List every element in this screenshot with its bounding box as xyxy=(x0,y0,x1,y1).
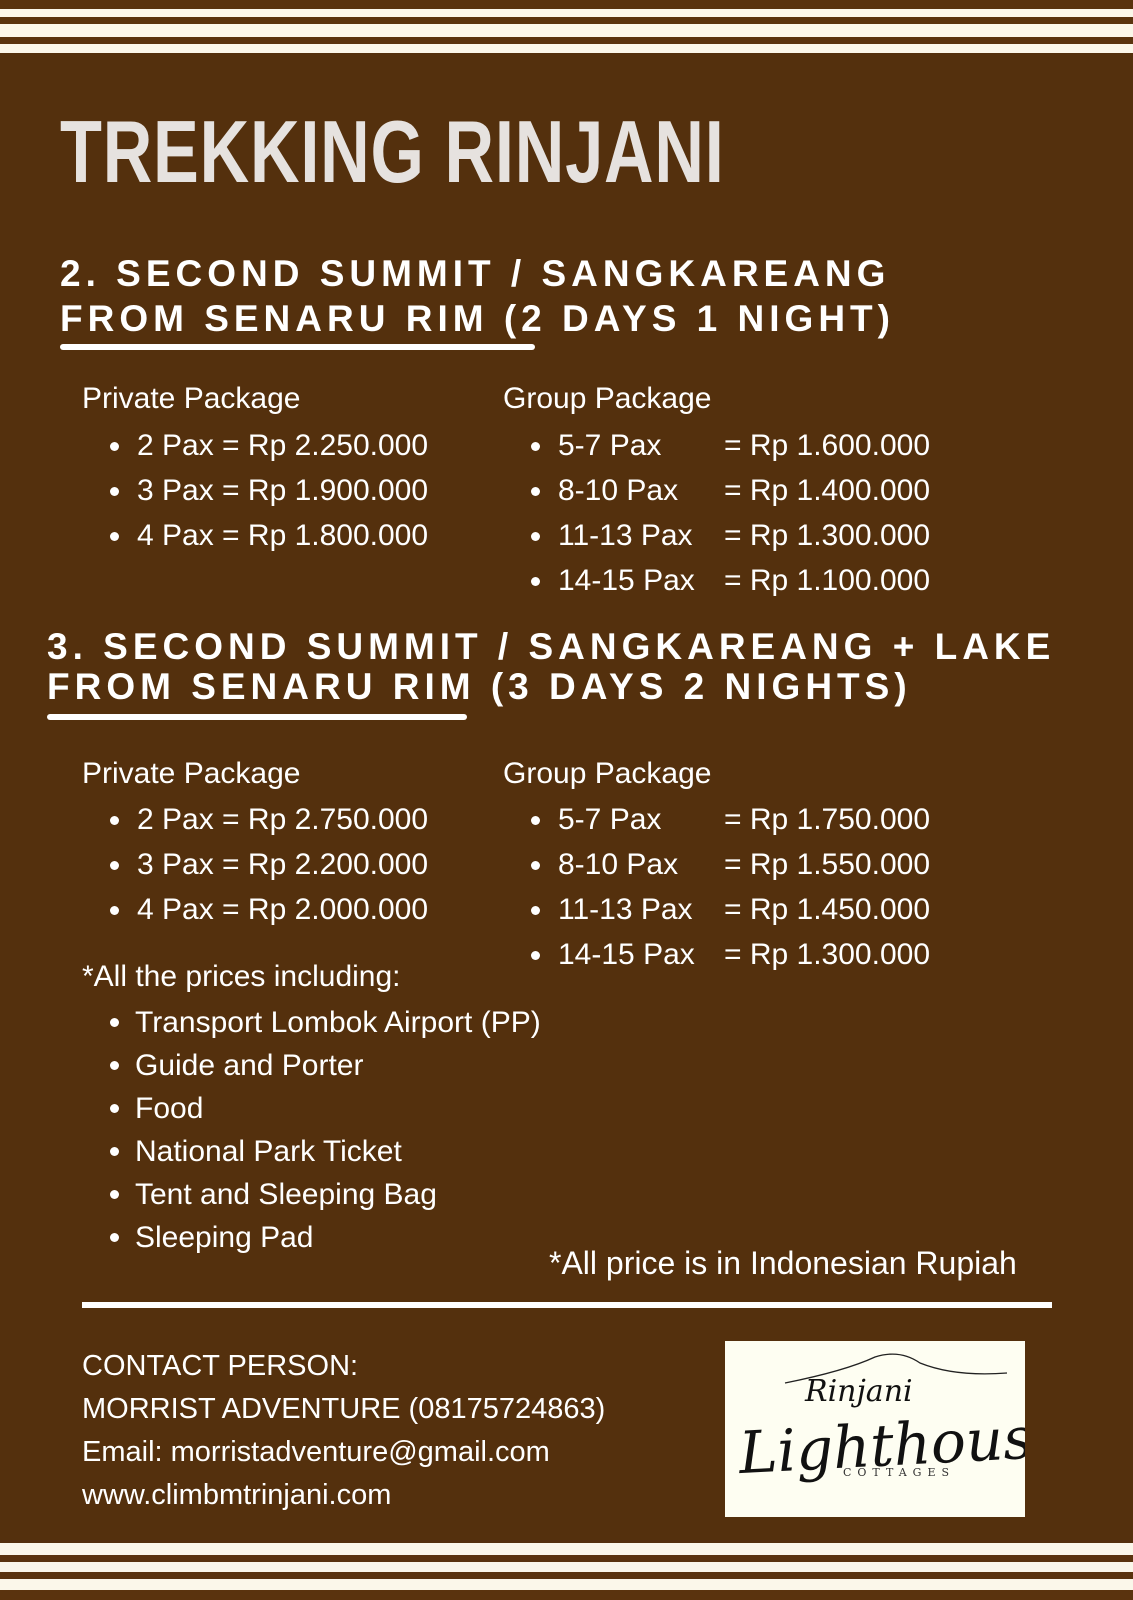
top-stripe-3 xyxy=(0,37,1133,44)
includes-heading: *All the prices including: xyxy=(82,960,401,993)
section3-group-list xyxy=(503,797,930,977)
contact-email[interactable]: Email: morristadventure@gmail.com xyxy=(82,1436,550,1468)
group-price: = Rp 1.600.000 xyxy=(724,429,931,462)
group-price: = Rp 1.450.000 xyxy=(724,893,931,926)
section2-underline xyxy=(60,344,535,350)
section2-private-title: Private Package xyxy=(82,382,301,415)
list-item xyxy=(503,423,930,468)
list-item xyxy=(503,842,930,887)
list-item xyxy=(503,513,930,558)
group-pax: 11-13 Pax xyxy=(558,893,693,926)
list-item xyxy=(503,932,930,977)
section2-group-title: Group Package xyxy=(503,382,712,415)
list-item: 3 Pax = Rp 2.200.000 xyxy=(82,842,428,887)
group-price: = Rp 1.300.000 xyxy=(724,938,931,971)
logo-subtitle: COTTAGES xyxy=(843,1466,956,1479)
section3-heading-line2: FROM SENARU RIM (3 DAYS 2 NIGHTS) xyxy=(47,666,912,707)
bottom-stripe-1 xyxy=(0,1555,1133,1562)
section2-group-list xyxy=(503,423,930,603)
group-pax: 14-15 Pax xyxy=(558,564,695,597)
list-item xyxy=(503,887,930,932)
list-item xyxy=(503,558,930,603)
list-item: Food xyxy=(82,1087,541,1130)
logo xyxy=(725,1341,1025,1517)
group-price: = Rp 1.400.000 xyxy=(724,474,931,507)
lighthouse-logo-icon xyxy=(725,1341,1025,1517)
list-item: Transport Lombok Airport (PP) xyxy=(82,1001,541,1044)
group-price: = Rp 1.100.000 xyxy=(724,564,931,597)
section2-private-list xyxy=(82,423,428,558)
contact-website[interactable]: www.climbmtrinjani.com xyxy=(82,1479,392,1511)
contact-name: MORRIST ADVENTURE (08175724863) xyxy=(82,1393,606,1425)
list-item: Tent and Sleeping Bag xyxy=(82,1173,541,1216)
section2-heading-line2: FROM SENARU RIM (2 DAYS 1 NIGHT) xyxy=(60,298,895,339)
bottom-stripe-2 xyxy=(0,1572,1133,1579)
list-item xyxy=(503,468,930,513)
contact-label: CONTACT PERSON: xyxy=(82,1350,359,1382)
section3-heading-line1: 3. SECOND SUMMIT / SANGKAREANG + LAKE xyxy=(47,626,1056,667)
section3-underline xyxy=(47,714,467,720)
group-pax: 14-15 Pax xyxy=(558,938,695,971)
group-pax: 8-10 Pax xyxy=(558,474,679,507)
contact-block xyxy=(82,1345,605,1517)
currency-note: *All price is in Indonesian Rupiah xyxy=(549,1245,1017,1281)
group-pax: 5-7 Pax xyxy=(558,803,662,836)
list-item: 4 Pax = Rp 2.000.000 xyxy=(82,887,428,932)
section3-group-title: Group Package xyxy=(503,757,712,790)
group-price: = Rp 1.300.000 xyxy=(724,519,931,552)
list-item: National Park Ticket xyxy=(82,1130,541,1173)
top-stripe-2 xyxy=(0,17,1133,24)
section2-heading-line1: 2. SECOND SUMMIT / SANGKAREANG xyxy=(60,253,891,294)
group-pax: 11-13 Pax xyxy=(558,519,693,552)
section3-private-title: Private Package xyxy=(82,757,301,790)
group-pax: 5-7 Pax xyxy=(558,429,662,462)
includes-list xyxy=(82,1001,541,1259)
list-item: 4 Pax = Rp 1.800.000 xyxy=(82,513,428,558)
group-price: = Rp 1.550.000 xyxy=(724,848,931,881)
top-stripe-1 xyxy=(0,0,1133,9)
section3-private-list xyxy=(82,797,428,932)
logo-script-main: Lighthouse xyxy=(737,1401,1025,1488)
list-item xyxy=(503,797,930,842)
list-item: 2 Pax = Rp 2.750.000 xyxy=(82,797,428,842)
logo-script-top: Rinjani xyxy=(805,1374,913,1409)
page-title: TREKKING RINJANI xyxy=(60,102,725,201)
list-item: Sleeping Pad xyxy=(82,1216,541,1259)
bottom-stripe-3 xyxy=(0,1590,1133,1600)
list-item: Guide and Porter xyxy=(82,1044,541,1087)
divider xyxy=(82,1302,1052,1308)
list-item: 2 Pax = Rp 2.250.000 xyxy=(82,423,428,468)
group-pax: 8-10 Pax xyxy=(558,848,679,881)
list-item: 3 Pax = Rp 1.900.000 xyxy=(82,468,428,513)
group-price: = Rp 1.750.000 xyxy=(724,803,931,836)
